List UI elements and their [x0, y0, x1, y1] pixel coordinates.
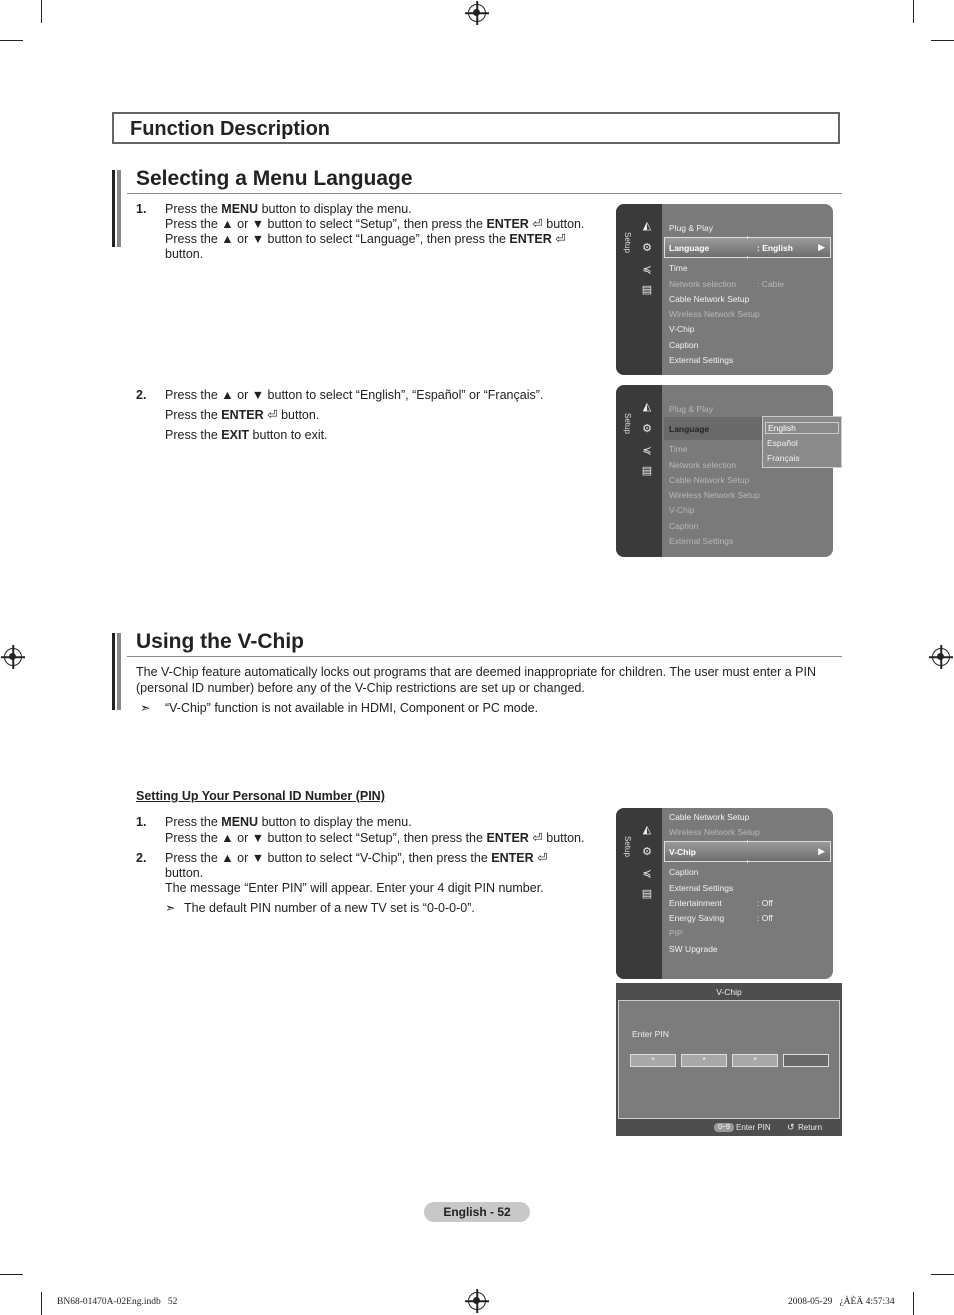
language-option[interactable]: Français: [767, 453, 800, 463]
pin-digit-box[interactable]: *: [732, 1054, 778, 1067]
menu-item[interactable]: External Settings: [669, 536, 734, 546]
paragraph: (personal ID number) before any of the V-Chip restrictions are set up or changed.: [136, 681, 585, 695]
menu-sidebar: [616, 385, 662, 557]
input-icon: ≼: [642, 264, 652, 276]
input-icon: ≼: [642, 868, 652, 880]
section-title: Using the V-Chip: [136, 630, 304, 653]
dialog-body: [618, 1000, 840, 1119]
menu-item[interactable]: Caption: [669, 340, 699, 350]
note-text: The default PIN number of a new TV set is “0-0-0-0”.: [184, 901, 475, 915]
registration-mark-icon: [932, 648, 950, 666]
number-keys-badge: 0~9: [714, 1123, 734, 1132]
language-options-popup: [762, 416, 842, 468]
step-text: button.: [165, 866, 204, 880]
return-hint[interactable]: Return: [798, 1123, 823, 1132]
menu-item[interactable]: Wireless Network Setup: [669, 490, 760, 500]
step-text: Press the ▲ or ▼ button to select “English”, “Español” or “Français”.: [165, 388, 544, 402]
enter-icon: ⏎: [533, 851, 548, 865]
step-number: 2.: [136, 851, 147, 865]
menu-item[interactable]: Cable Network Setup: [669, 475, 750, 485]
step-number: 2.: [136, 388, 147, 402]
menu-item[interactable]: Entertainment : Off: [669, 898, 773, 908]
menu-item[interactable]: Plug & Play: [669, 404, 713, 414]
menu-item[interactable]: Network selection : Cable: [669, 279, 784, 289]
crop-mark: [931, 40, 954, 41]
enter-icon: ⏎: [551, 232, 566, 246]
menu-item[interactable]: SW Upgrade: [669, 944, 718, 954]
menu-item[interactable]: Plug & Play: [669, 223, 713, 233]
registration-mark-icon: [468, 4, 486, 22]
step-text: Press the ▲ or ▼ button to select “Setup”, then press the ENTER ⏎ button.: [165, 217, 585, 231]
menu-sidebar-label: Setup: [623, 836, 632, 857]
page-title: Function Description: [130, 118, 330, 140]
picture-icon: ◭: [642, 401, 652, 413]
enter-pin-label: Enter PIN: [632, 1029, 669, 1039]
step-text: Press the ▲ or ▼ button to select “V-Chip”, then press the ENTER ⏎: [165, 851, 548, 865]
tv-setup-menu: [616, 204, 833, 375]
crop-mark: [931, 1274, 954, 1275]
section-bar: [112, 633, 121, 710]
step-number: 1.: [136, 815, 147, 829]
menu-sidebar: [616, 204, 662, 375]
menu-item[interactable]: Time: [669, 263, 688, 273]
application-icon: ▤: [641, 465, 653, 477]
enter-icon: ⏎: [528, 217, 543, 231]
arrow-right-icon: ▶: [818, 242, 825, 252]
step-text: Press the ENTER ⏎ button.: [165, 408, 320, 422]
note-text: “V-Chip” function is not available in HDMI, Component or PC mode.: [165, 701, 539, 715]
menu-item-vchip-selected[interactable]: V-Chip ▶: [664, 841, 831, 862]
print-info-left: BN68-01470A-02Eng.indb 52: [57, 1297, 178, 1307]
menu-item[interactable]: V-Chip: [669, 324, 695, 334]
language-option-selected[interactable]: English: [765, 422, 839, 434]
crop-mark: [913, 1292, 914, 1315]
step-text: Press the MENU button to display the menu.: [165, 815, 412, 829]
crop-mark: [41, 1292, 42, 1315]
function-description-header: [112, 112, 840, 144]
menu-item[interactable]: V-Chip: [669, 505, 695, 515]
input-icon: ≼: [642, 445, 652, 457]
menu-item[interactable]: PIP: [669, 928, 683, 938]
menu-item[interactable]: Energy Saving : Off: [669, 913, 773, 923]
dialog-title: V-Chip: [716, 987, 742, 997]
step-number: 1.: [136, 202, 147, 216]
menu-item[interactable]: External Settings: [669, 883, 734, 893]
language-option[interactable]: Español: [767, 438, 798, 448]
menu-sidebar-label: Setup: [623, 232, 632, 253]
registration-mark-icon: [4, 648, 22, 666]
crop-mark: [0, 40, 23, 41]
menu-item[interactable]: Time: [669, 444, 688, 454]
gear-icon: ⚙: [642, 846, 652, 858]
menu-item-language-selected[interactable]: Language : English ▶: [664, 237, 831, 258]
menu-sidebar: [616, 808, 662, 979]
step-text: Press the EXIT button to exit.: [165, 428, 328, 442]
menu-item-language-active[interactable]: Language: [664, 417, 764, 440]
section-divider: [127, 193, 842, 194]
print-info-right: 2008-05-29 ¿ÀÈÄ 4:57:34: [788, 1297, 895, 1307]
crop-mark: [41, 0, 42, 23]
pin-digit-box[interactable]: *: [681, 1054, 727, 1067]
enter-icon: ⏎: [263, 408, 278, 422]
section-title: Selecting a Menu Language: [136, 167, 413, 190]
gear-icon: ⚙: [642, 242, 652, 254]
section-divider: [127, 656, 842, 657]
menu-item[interactable]: Wireless Network Setup: [669, 827, 760, 837]
page-number-badge: English - 52: [424, 1202, 530, 1222]
sub-heading: Setting Up Your Personal ID Number (PIN): [136, 789, 385, 803]
step-text: Press the ▲ or ▼ button to select “Setup”, then press the ENTER ⏎ button.: [165, 831, 585, 845]
pin-digit-box[interactable]: *: [630, 1054, 676, 1067]
tv-vchip-menu: [616, 808, 833, 979]
crop-mark: [913, 0, 914, 23]
gear-icon: ⚙: [642, 423, 652, 435]
step-text: Press the ▲ or ▼ button to select “Language”, then press the ENTER ⏎: [165, 232, 566, 246]
menu-item[interactable]: Network selection: [669, 460, 737, 470]
picture-icon: ◭: [642, 220, 652, 232]
step-text: Press the MENU button to display the menu.: [165, 202, 412, 216]
picture-icon: ◭: [642, 824, 652, 836]
paragraph: The V-Chip feature automatically locks out programs that are deemed inappropriate for children. The user must enter a PIN: [136, 665, 816, 679]
section-bar: [112, 170, 121, 247]
enter-pin-hint: Enter PIN: [736, 1123, 771, 1132]
menu-item[interactable]: Cable Network Setup: [669, 294, 750, 304]
menu-item[interactable]: Cable Network Setup: [669, 812, 750, 822]
enter-icon: ⏎: [528, 831, 543, 845]
tv-language-menu: [616, 385, 833, 557]
step-text: The message “Enter PIN” will appear. Enter your 4 digit PIN number.: [165, 881, 544, 895]
application-icon: ▤: [641, 284, 653, 296]
menu-item[interactable]: Caption: [669, 521, 699, 531]
vchip-pin-dialog: [616, 983, 842, 1136]
menu-item[interactable]: Wireless Network Setup: [669, 309, 760, 319]
menu-sidebar-label: Setup: [623, 413, 632, 434]
step-text: button.: [165, 247, 204, 261]
note-arrow-icon: ➣: [140, 701, 151, 715]
application-icon: ▤: [641, 888, 653, 900]
menu-item[interactable]: Caption: [669, 867, 699, 877]
pin-digit-box-active[interactable]: [783, 1054, 829, 1067]
note-arrow-icon: ➣: [165, 901, 176, 915]
crop-mark: [0, 1274, 23, 1275]
return-icon: ↺: [787, 1122, 795, 1132]
menu-item[interactable]: External Settings: [669, 355, 734, 365]
arrow-right-icon: ▶: [818, 846, 825, 856]
registration-mark-icon: [468, 1292, 486, 1310]
